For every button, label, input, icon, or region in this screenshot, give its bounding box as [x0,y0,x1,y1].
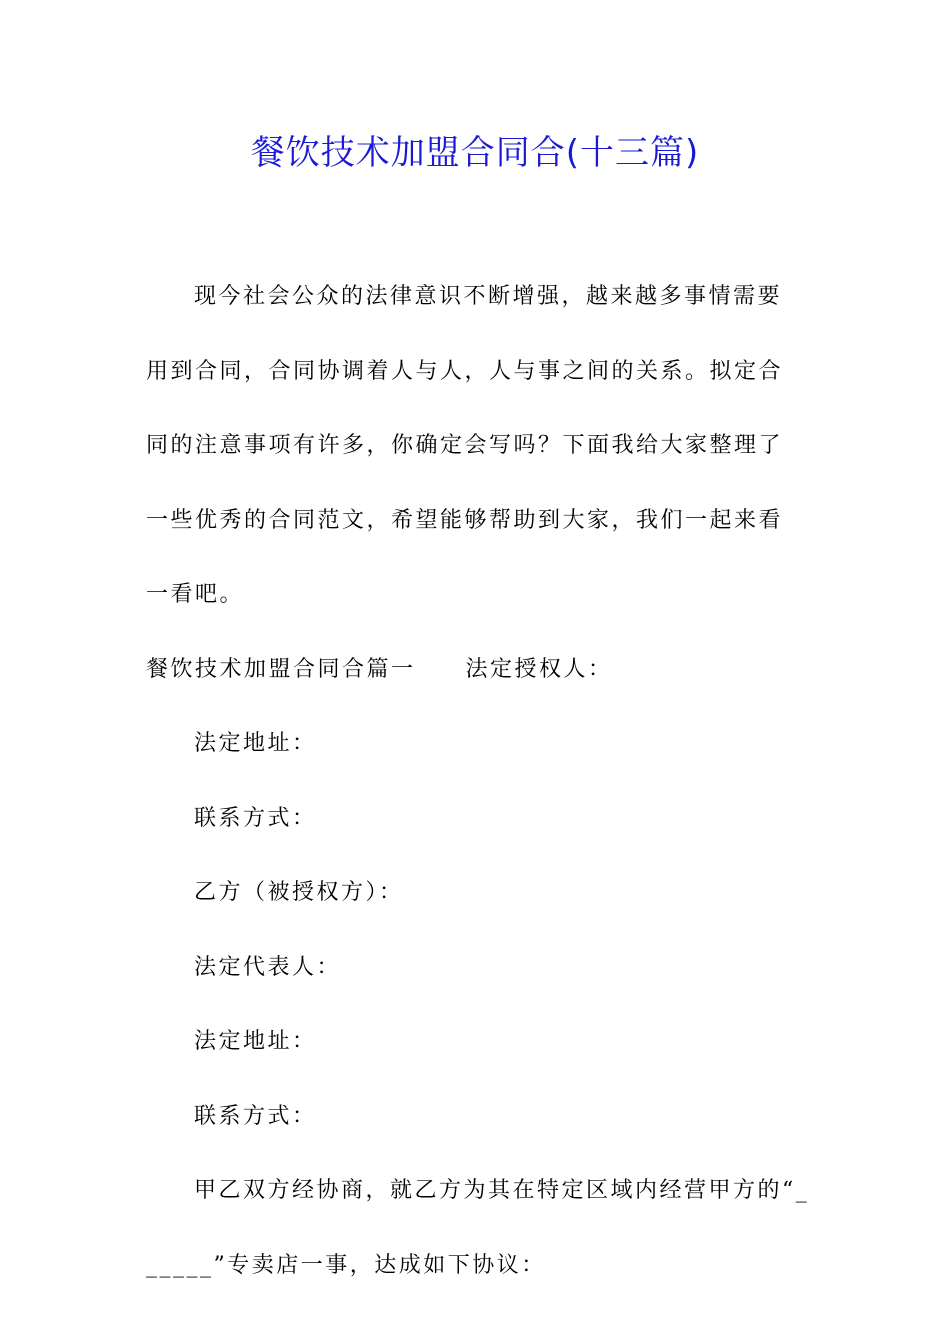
section-heading: 餐饮技术加盟合同合篇一 [146,656,416,682]
party-b-representative-label: 法定代表人： [194,954,342,980]
document-title: 餐饮技术加盟合同合(十三篇) [250,133,700,173]
authorized-person-label: 法定授权人： [465,656,613,682]
party-b-label: 乙方（被授权方）： [194,880,404,905]
section-heading-line [146,633,806,708]
agreement-text-line-2: _____”专卖店一事，达成如下协议： [146,1252,546,1278]
party-a-address-label: 法定地址： [194,731,317,756]
document-body [146,260,810,1303]
party-b-contact-label: 联系方式： [194,1103,317,1129]
party-b-address-label: 法定地址： [194,1029,317,1054]
agreement-text-line-1: 甲乙双方经协商，就乙方为其在特定区域内经营甲方的“_ [194,1178,810,1203]
party-a-contact-label: 联系方式： [194,805,317,831]
intro-paragraph: 现今社会公众的法律意识不断增强，越来越多事情需要用到合同，合同协调着人与人，人与事之间的关系。拟定合同的注意事项有许多，你确定会写吗？下面我给大家整理了一些优秀的合同范文，希望能够帮助到大家，我们一起来看一看吧。 [146,284,784,607]
